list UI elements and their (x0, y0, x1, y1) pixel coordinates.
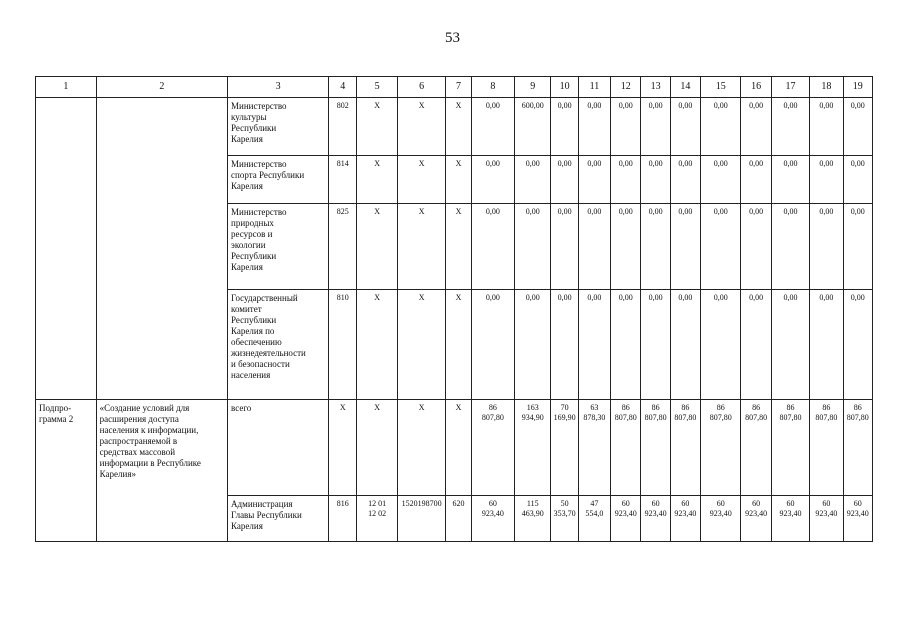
value-cell: X (446, 204, 471, 290)
value-cell: 60 923,40 (670, 496, 700, 542)
page-number: 53 (445, 30, 460, 46)
value-cell: 60 923,40 (471, 496, 514, 542)
header-cell: 17 (771, 77, 809, 98)
header-cell: 7 (446, 77, 471, 98)
value-cell: 0,00 (810, 98, 843, 156)
value-cell: 0,00 (670, 290, 700, 400)
value-cell: 60 923,40 (843, 496, 872, 542)
value-cell: 86 807,80 (471, 400, 514, 496)
value-cell: 0,00 (611, 156, 641, 204)
value-cell: 0,00 (578, 204, 610, 290)
value-cell: 86 807,80 (611, 400, 641, 496)
value-cell: 86 807,80 (670, 400, 700, 496)
value-cell: 0,00 (471, 156, 514, 204)
value-cell: 1520198700 (397, 496, 446, 542)
value-cell: 620 (446, 496, 471, 542)
value-cell: 0,00 (701, 290, 741, 400)
header-cell: 19 (843, 77, 872, 98)
value-cell: 60 923,40 (741, 496, 771, 542)
value-cell: 86 807,80 (641, 400, 670, 496)
header-cell: 15 (701, 77, 741, 98)
table-row (36, 98, 873, 156)
value-cell: 47 554,0 (578, 496, 610, 542)
value-cell: 810 (329, 290, 357, 400)
agency-name: Министерство спорта Республики Карелия (228, 156, 329, 204)
value-cell: 50 353,70 (551, 496, 578, 542)
value-cell: 0,00 (771, 204, 809, 290)
value-cell: 0,00 (741, 204, 771, 290)
agency-name: всего (228, 400, 329, 496)
value-cell: 0,00 (551, 98, 578, 156)
value-cell: 0,00 (471, 98, 514, 156)
value-cell: 816 (329, 496, 357, 542)
value-cell: 60 923,40 (641, 496, 670, 542)
header-cell: 4 (329, 77, 357, 98)
value-cell: 60 923,40 (701, 496, 741, 542)
subprogram-label: Подпро- грамма 2 (36, 400, 97, 542)
value-cell: 0,00 (611, 290, 641, 400)
value-cell: 115 463,90 (515, 496, 551, 542)
value-cell: 0,00 (670, 156, 700, 204)
header-cell: 6 (397, 77, 446, 98)
value-cell: X (357, 98, 397, 156)
value-cell: 86 807,80 (810, 400, 843, 496)
value-cell: 63 878,30 (578, 400, 610, 496)
value-cell: 0,00 (701, 156, 741, 204)
subprogram-title: «Создание условий для расширения доступа населения к информации, распространяемой в средствах массовой информации в Республике Карелия» (96, 400, 227, 542)
value-cell: 86 807,80 (771, 400, 809, 496)
value-cell: 70 169,90 (551, 400, 578, 496)
empty-cell (36, 98, 97, 400)
value-cell: 0,00 (670, 204, 700, 290)
table-row (36, 400, 873, 496)
value-cell: 0,00 (741, 156, 771, 204)
value-cell: 0,00 (701, 98, 741, 156)
value-cell: 0,00 (471, 204, 514, 290)
value-cell: 12 01 12 02 (357, 496, 397, 542)
value-cell: X (446, 290, 471, 400)
value-cell: 86 807,80 (741, 400, 771, 496)
value-cell: 0,00 (843, 156, 872, 204)
value-cell: X (397, 290, 446, 400)
value-cell: 60 923,40 (810, 496, 843, 542)
value-cell: 0,00 (810, 290, 843, 400)
header-cell: 1 (36, 77, 97, 98)
header-cell: 12 (611, 77, 641, 98)
value-cell: 0,00 (641, 290, 670, 400)
value-cell: 0,00 (741, 290, 771, 400)
agency-name: Государственный комитет Республики Карелия по обеспечению жизнедеятельности и безопасности населения (228, 290, 329, 400)
value-cell: X (446, 156, 471, 204)
header-cell: 5 (357, 77, 397, 98)
header-cell: 16 (741, 77, 771, 98)
value-cell: 802 (329, 98, 357, 156)
value-cell: 0,00 (641, 204, 670, 290)
value-cell: 0,00 (578, 156, 610, 204)
value-cell: X (329, 400, 357, 496)
value-cell: 163 934,90 (515, 400, 551, 496)
value-cell: 0,00 (843, 290, 872, 400)
value-cell: 60 923,40 (611, 496, 641, 542)
value-cell: 0,00 (578, 98, 610, 156)
value-cell: X (357, 156, 397, 204)
agency-name: Администрация Главы Республики Карелия (228, 496, 329, 542)
agency-name: Министерство культуры Республики Карелия (228, 98, 329, 156)
value-cell: X (397, 156, 446, 204)
value-cell: 0,00 (810, 156, 843, 204)
budget-table (35, 76, 873, 542)
header-cell: 11 (578, 77, 610, 98)
value-cell: 0,00 (641, 98, 670, 156)
value-cell: X (446, 98, 471, 156)
value-cell: 0,00 (515, 290, 551, 400)
value-cell: 86 807,80 (701, 400, 741, 496)
value-cell: 0,00 (741, 98, 771, 156)
header-cell: 18 (810, 77, 843, 98)
value-cell: 0,00 (515, 156, 551, 204)
value-cell: 0,00 (641, 156, 670, 204)
value-cell: 0,00 (810, 204, 843, 290)
value-cell: 0,00 (515, 204, 551, 290)
value-cell: 0,00 (771, 98, 809, 156)
value-cell: X (446, 400, 471, 496)
value-cell: 0,00 (670, 98, 700, 156)
value-cell: 0,00 (611, 204, 641, 290)
agency-name: Министерство природных ресурсов и экологии Республики Карелия (228, 204, 329, 290)
value-cell: 0,00 (843, 204, 872, 290)
header-cell: 13 (641, 77, 670, 98)
header-cell: 2 (96, 77, 227, 98)
value-cell: 0,00 (843, 98, 872, 156)
value-cell: 0,00 (701, 204, 741, 290)
value-cell: 825 (329, 204, 357, 290)
value-cell: X (397, 400, 446, 496)
value-cell: 60 923,40 (771, 496, 809, 542)
value-cell: X (397, 204, 446, 290)
value-cell: 86 807,80 (843, 400, 872, 496)
value-cell: 814 (329, 156, 357, 204)
value-cell: 0,00 (771, 156, 809, 204)
value-cell: 0,00 (771, 290, 809, 400)
value-cell: 0,00 (551, 204, 578, 290)
value-cell: X (397, 98, 446, 156)
value-cell: 0,00 (551, 290, 578, 400)
value-cell: X (357, 400, 397, 496)
header-cell: 8 (471, 77, 514, 98)
header-cell: 14 (670, 77, 700, 98)
header-row (36, 77, 873, 98)
value-cell: 0,00 (471, 290, 514, 400)
value-cell: 0,00 (578, 290, 610, 400)
value-cell: X (357, 290, 397, 400)
value-cell: 600,00 (515, 98, 551, 156)
empty-cell (96, 98, 227, 400)
value-cell: 0,00 (611, 98, 641, 156)
header-cell: 9 (515, 77, 551, 98)
header-cell: 3 (228, 77, 329, 98)
value-cell: 0,00 (551, 156, 578, 204)
header-cell: 10 (551, 77, 578, 98)
value-cell: X (357, 204, 397, 290)
